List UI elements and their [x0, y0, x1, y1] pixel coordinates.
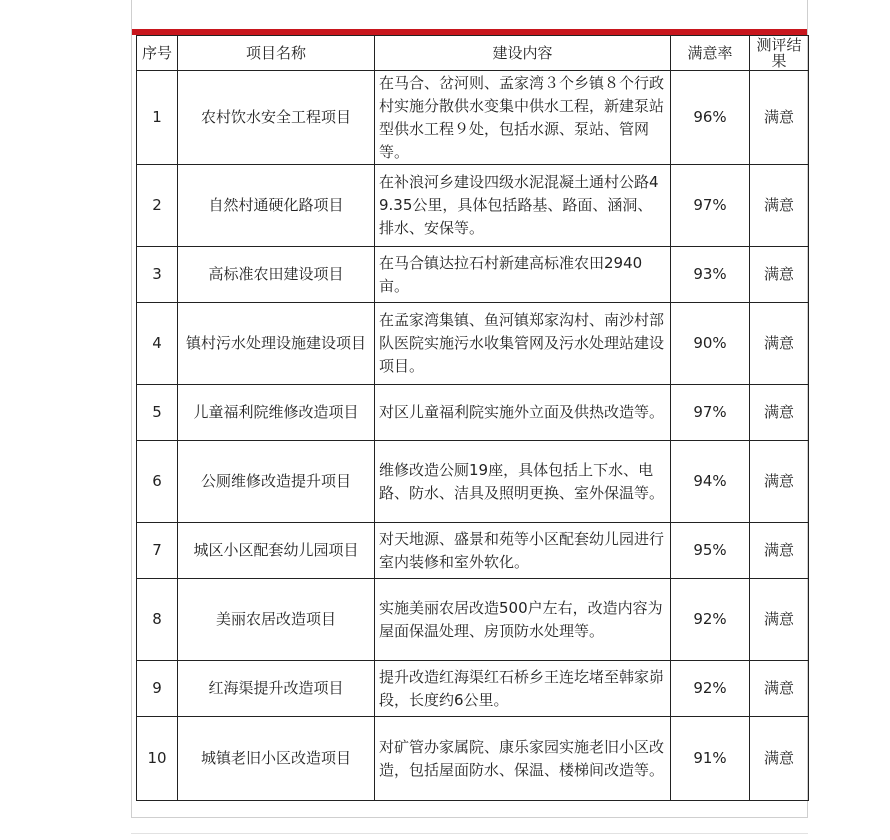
row-content: 提升改造红海渠红石桥乡王连圪堵至韩家峁段，长度约6公里。	[375, 661, 671, 717]
row-rate: 90%	[671, 303, 750, 385]
row-project-name: 儿童福利院维修改造项目	[178, 385, 375, 441]
row-index: 3	[137, 247, 178, 303]
table-row	[137, 661, 809, 717]
row-content: 在补浪河乡建设四级水泥混凝土通村公路49.35公里，具体包括路基、路面、涵洞、排水、安保等。	[375, 165, 671, 247]
table-row	[137, 717, 809, 801]
row-content: 对天地源、盛景和苑等小区配套幼儿园进行室内装修和室外软化。	[375, 523, 671, 579]
row-result: 满意	[750, 385, 809, 441]
row-content: 在马合、岔河则、孟家湾３个乡镇８个行政村实施分散供水变集中供水工程，新建泵站型供水工程９处，包括水源、泵站、管网等。	[375, 71, 671, 165]
row-index: 6	[137, 441, 178, 523]
row-project-name: 城镇老旧小区改造项目	[178, 717, 375, 801]
table-row	[137, 303, 809, 385]
row-index: 4	[137, 303, 178, 385]
header-index: 序号	[137, 36, 178, 71]
bottom-divider	[131, 833, 808, 834]
row-index: 9	[137, 661, 178, 717]
row-result: 满意	[750, 441, 809, 523]
row-index: 2	[137, 165, 178, 247]
row-content: 对区儿童福利院实施外立面及供热改造等。	[375, 385, 671, 441]
row-result: 满意	[750, 247, 809, 303]
table-row	[137, 441, 809, 523]
row-project-name: 镇村污水处理设施建设项目	[178, 303, 375, 385]
table-row	[137, 165, 809, 247]
table-row	[137, 71, 809, 165]
header-evaluation-result: 测评结果	[750, 36, 809, 71]
row-rate: 93%	[671, 247, 750, 303]
row-result: 满意	[750, 303, 809, 385]
row-rate: 94%	[671, 441, 750, 523]
row-result: 满意	[750, 165, 809, 247]
row-rate: 91%	[671, 717, 750, 801]
row-content: 实施美丽农居改造500户左右，改造内容为屋面保温处理、房顶防水处理等。	[375, 579, 671, 661]
row-result: 满意	[750, 579, 809, 661]
row-content: 对矿管办家属院、康乐家园实施老旧小区改造，包括屋面防水、保温、楼梯间改造等。	[375, 717, 671, 801]
row-index: 10	[137, 717, 178, 801]
project-satisfaction-table	[136, 35, 809, 801]
row-result: 满意	[750, 523, 809, 579]
row-result: 满意	[750, 717, 809, 801]
row-result: 满意	[750, 661, 809, 717]
row-content: 在马合镇达拉石村新建高标准农田2940亩。	[375, 247, 671, 303]
row-result: 满意	[750, 71, 809, 165]
row-content: 在孟家湾集镇、鱼河镇郑家沟村、南沙村部队医院实施污水收集管网及污水处理站建设项目。	[375, 303, 671, 385]
row-rate: 96%	[671, 71, 750, 165]
header-construction-content: 建设内容	[375, 36, 671, 71]
table-header-row	[137, 36, 809, 71]
row-rate: 95%	[671, 523, 750, 579]
row-rate: 97%	[671, 385, 750, 441]
table-row	[137, 523, 809, 579]
row-project-name: 高标准农田建设项目	[178, 247, 375, 303]
row-index: 5	[137, 385, 178, 441]
row-project-name: 公厕维修改造提升项目	[178, 441, 375, 523]
header-satisfaction-rate: 满意率	[671, 36, 750, 71]
row-rate: 92%	[671, 661, 750, 717]
row-index: 7	[137, 523, 178, 579]
row-rate: 97%	[671, 165, 750, 247]
row-project-name: 红海渠提升改造项目	[178, 661, 375, 717]
row-project-name: 城区小区配套幼儿园项目	[178, 523, 375, 579]
header-project-name: 项目名称	[178, 36, 375, 71]
row-content: 维修改造公厕19座，具体包括上下水、电路、防水、洁具及照明更换、室外保温等。	[375, 441, 671, 523]
table-row	[137, 579, 809, 661]
row-rate: 92%	[671, 579, 750, 661]
row-project-name: 自然村通硬化路项目	[178, 165, 375, 247]
row-project-name: 农村饮水安全工程项目	[178, 71, 375, 165]
row-index: 1	[137, 71, 178, 165]
row-project-name: 美丽农居改造项目	[178, 579, 375, 661]
row-index: 8	[137, 579, 178, 661]
table-row	[137, 247, 809, 303]
table-row	[137, 385, 809, 441]
